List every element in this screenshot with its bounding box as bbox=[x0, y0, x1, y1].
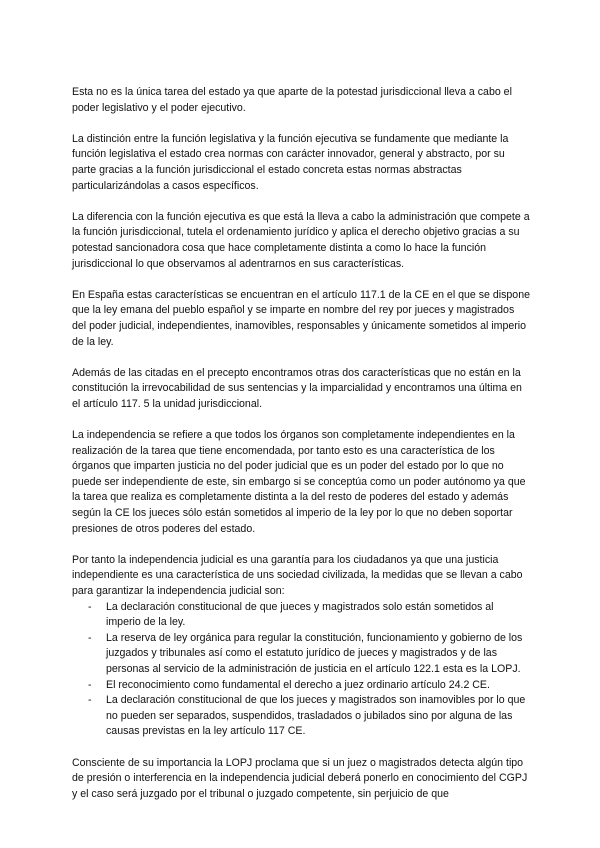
measures-list bbox=[72, 600, 530, 740]
paragraph-spain-article-117: En España estas características se encuentran en el artículo 117.1 de la CE en el que se dispone que la ley emana del pueblo español y se imparte en nombre del rey por jueces y magistrados del poder judicial, independientes, inamovibles, responsables y únicamente sometidos al imperio de la ley. bbox=[72, 288, 530, 348]
list-item bbox=[88, 631, 530, 678]
list-dash: - bbox=[88, 631, 92, 644]
paragraph-guarantee-measures: Por tanto la independencia judicial es una garantía para los ciudadanos ya que una justicia independiente es una característica de uns sociedad civilizada, la medidas que se llevan a cabo para garantizar la independencia judicial son: bbox=[72, 553, 523, 597]
paragraph-executive-difference: La diferencia con la función ejecutiva es que está la lleva a cabo la administración que compete a la función jurisdiccional, tutela el ordenamiento jurídico y aplica el derecho objetivo gracias a su potestad sancionadora cosa que hace completamente distinta a como lo hace la función jurisdiccional lo que observamos al adentrarnos en sus características. bbox=[72, 210, 530, 270]
paragraph-independence: La independencia se refiere a que todos los órganos son completamente independientes en la realización de la tarea que tiene encomendada, por tanto esto es una característica de los órganos que imparten justicia no del poder judicial que es un poder del estado por lo que no puede ser independiente de este, sin embargo si se conceptúa como un poder autónomo ya que la tarea que realiza es completamente distinta a la del resto de poderes del estado y además según la CE los jueces sólo están sometidos al imperio de la ley por lo que no deben soportar presiones de otros poderes del estado. bbox=[72, 429, 526, 535]
paragraph-other-powers: Esta no es la única tarea del estado ya que aparte de la potestad jurisdiccional lleva a cabo el poder legislativo y el poder ejecutivo. bbox=[72, 86, 512, 114]
list-item-text: El reconocimiento como fundamental el derecho a juez ordinario artículo 24.2 CE. bbox=[106, 678, 490, 691]
paragraph-other-characteristics: Además de las citadas en el precepto encontramos otras dos características que no están en la constitución la irrevocabilidad de sus sentencias y la imparcialidad y encontramos una última en el artículo 117. 5 la unidad jurisdiccional. bbox=[72, 366, 522, 410]
list-dash: - bbox=[88, 694, 92, 707]
list-dash: - bbox=[88, 600, 92, 613]
list-item-text: La reserva de ley orgánica para regular la constitución, funcionamiento y gobierno de los juzgados y tribunales así como el estatuto jurídico de jueces y magistrados y de las personas al servicio de la administración de justicia en el artículo 122.1 esta es la LOPJ. bbox=[106, 631, 523, 675]
list-item bbox=[88, 678, 530, 694]
list-dash: - bbox=[88, 678, 92, 691]
list-item bbox=[88, 600, 530, 631]
list-item-text: La declaración constitucional de que los jueces y magistrados son inamovibles por lo que no pueden ser separados, suspendidos, trasladados o jubilados sino por alguna de las causas previstas en la ley artículo 117 CE. bbox=[106, 694, 526, 738]
paragraph-lopj-closing: Consciente de su importancia la LOPJ proclama que si un juez o magistrados detecta algún tipo de presión o interferencia en la independencia judicial deberá ponerlo en conocimiento del CGPJ y el caso será juzgado por el tribunal o juzgado competente, sin perjuicio de que bbox=[72, 756, 528, 800]
list-item-text: La declaración constitucional de que jueces y magistrados solo están sometidos al imperio de la ley. bbox=[106, 600, 494, 629]
paragraph-legislative-distinction: La distinción entre la función legislativa y la función ejecutiva se fundamente que mediante la función legislativa el estado crea normas con carácter innovador, general y abstracto, por su parte gracias a la función jurisdiccional el estado concreta estas normas abstractas particularizándolas a casos específicos. bbox=[72, 132, 509, 192]
list-item bbox=[88, 693, 530, 740]
